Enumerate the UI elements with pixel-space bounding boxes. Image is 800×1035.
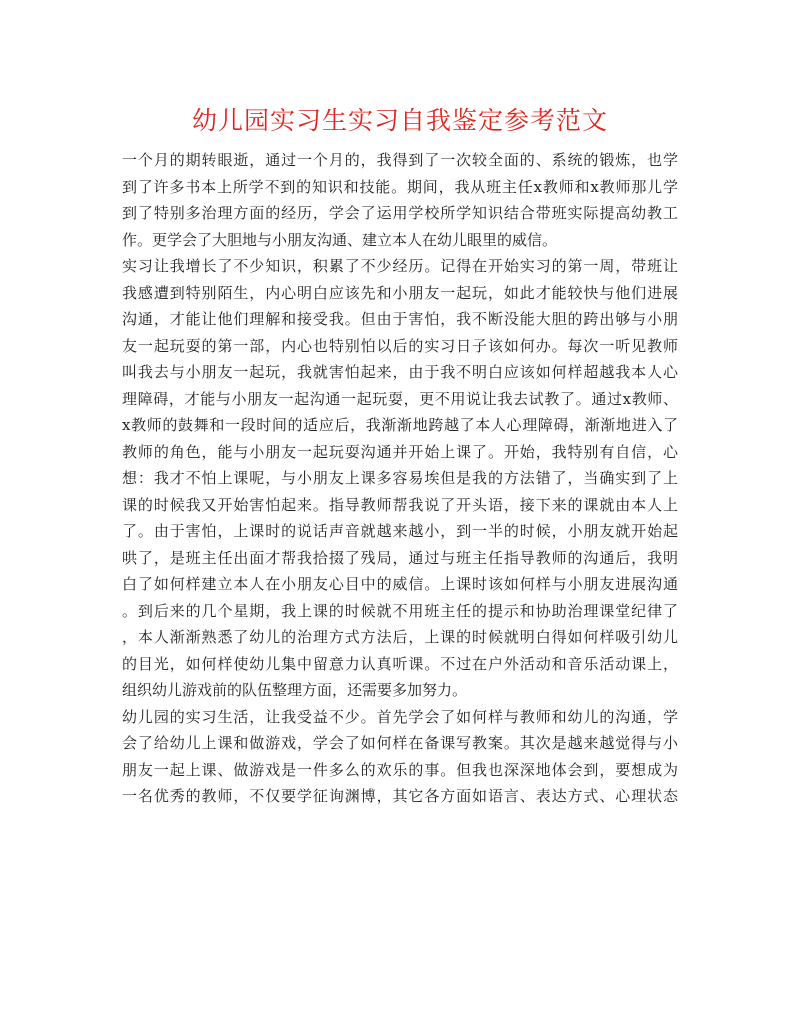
text-line: 想：我才不怕上课呢，与小朋友上课多容易埃但是我的方法错了，当确实到了上 <box>122 469 678 487</box>
text-line: 了。由于害怕，上课时的说话声音就越来越小，到一半的时候，小朋友就开始起 <box>122 522 678 540</box>
text-line: ，本人渐渐熟悉了幼儿的治理方式方法后，上课的时候就明白得如何样吸引幼儿 <box>122 628 678 646</box>
text-line: 白了如何样建立本人在小朋友心目中的威信。上课时该如何样与小朋友进展沟通 <box>122 575 678 593</box>
document-body <box>122 147 678 810</box>
text-line: 到了特别多治理方面的经历，学会了运用学校所学知识结合带班实际提高幼教工 <box>122 204 678 222</box>
text-line: 朋友一起上课、做游戏是一件多么的欢乐的事。但我也深深地体会到，要想成为 <box>122 760 678 779</box>
text-line: 实习让我增长了不少知识，积累了不少经历。记得在开始实习的第一周，带班让 <box>122 257 678 275</box>
text-line: 沟通，才能让他们理解和接受我。但由于害怕，我不断没能大胆的跨出够与小朋 <box>122 310 678 328</box>
text-line: 我感遭到特别陌生，内心明白应该先和小朋友一起玩，如此才能较快与他们进展 <box>122 283 678 302</box>
text-line: 教师的角色，能与小朋友一起玩耍沟通并开始上课了。开始，我特别有自信，心 <box>122 442 678 461</box>
text-line: 哄了，是班主任出面才帮我拾掇了残局，通过与班主任指导教师的沟通后，我明 <box>122 548 678 567</box>
text-line: 的目光，如何样使幼儿集中留意力认真听课。不过在户外活动和音乐活动课上， <box>122 654 678 673</box>
text-line: 组织幼儿游戏前的队伍整理方面，还需要多加努力。 <box>122 681 468 699</box>
text-line: 。到后来的几个星期，我上课的时候就不用班主任的提示和协助治理课堂纪律了 <box>122 601 678 620</box>
text-line: 叫我去与小朋友一起玩，我就害怕起来，由于我不明白应该如何样超越我本人心 <box>122 363 678 381</box>
text-line: 友一起玩耍的第一部，内心也特别怕以后的实习日子该如何办。每次一听见教师 <box>122 336 678 355</box>
text-line: 课的时候我又开始害怕起来。指导教师帮我说了开头语，接下来的课就由本人上 <box>122 495 678 514</box>
text-line: x教师的鼓舞和一段时间的适应后，我渐渐地跨越了本人心理障碍，渐渐地进入了 <box>122 416 678 434</box>
text-line: 作。更学会了大胆地与小朋友沟通、建立本人在幼儿眼里的威信。 <box>122 230 558 249</box>
text-line: 到了许多书本上所学不到的知识和技能。期间，我从班主任x教师和x教师那儿学 <box>122 177 678 196</box>
text-line: 理障碍，才能与小朋友一起沟通一起玩耍，更不用说让我去试教了。通过x教师、 <box>122 389 678 408</box>
text-line: 一名优秀的教师，不仅要学征询渊博，其它各方面如语言、表达方式、心理状态 <box>122 787 678 805</box>
text-line: 幼儿园的实习生活，让我受益不少。首先学会了如何样与教师和幼儿的沟通，学 <box>122 707 678 726</box>
document-title: 幼儿园实习生实习自我鉴定参考范文 <box>191 106 608 135</box>
text-line: 一个月的期转眼逝，通过一个月的，我得到了一次较全面的、系统的锻炼，也学 <box>122 151 678 169</box>
text-line: 会了给幼儿上课和做游戏，学会了如何样在备课写教案。其次是越来越觉得与小 <box>122 734 678 752</box>
